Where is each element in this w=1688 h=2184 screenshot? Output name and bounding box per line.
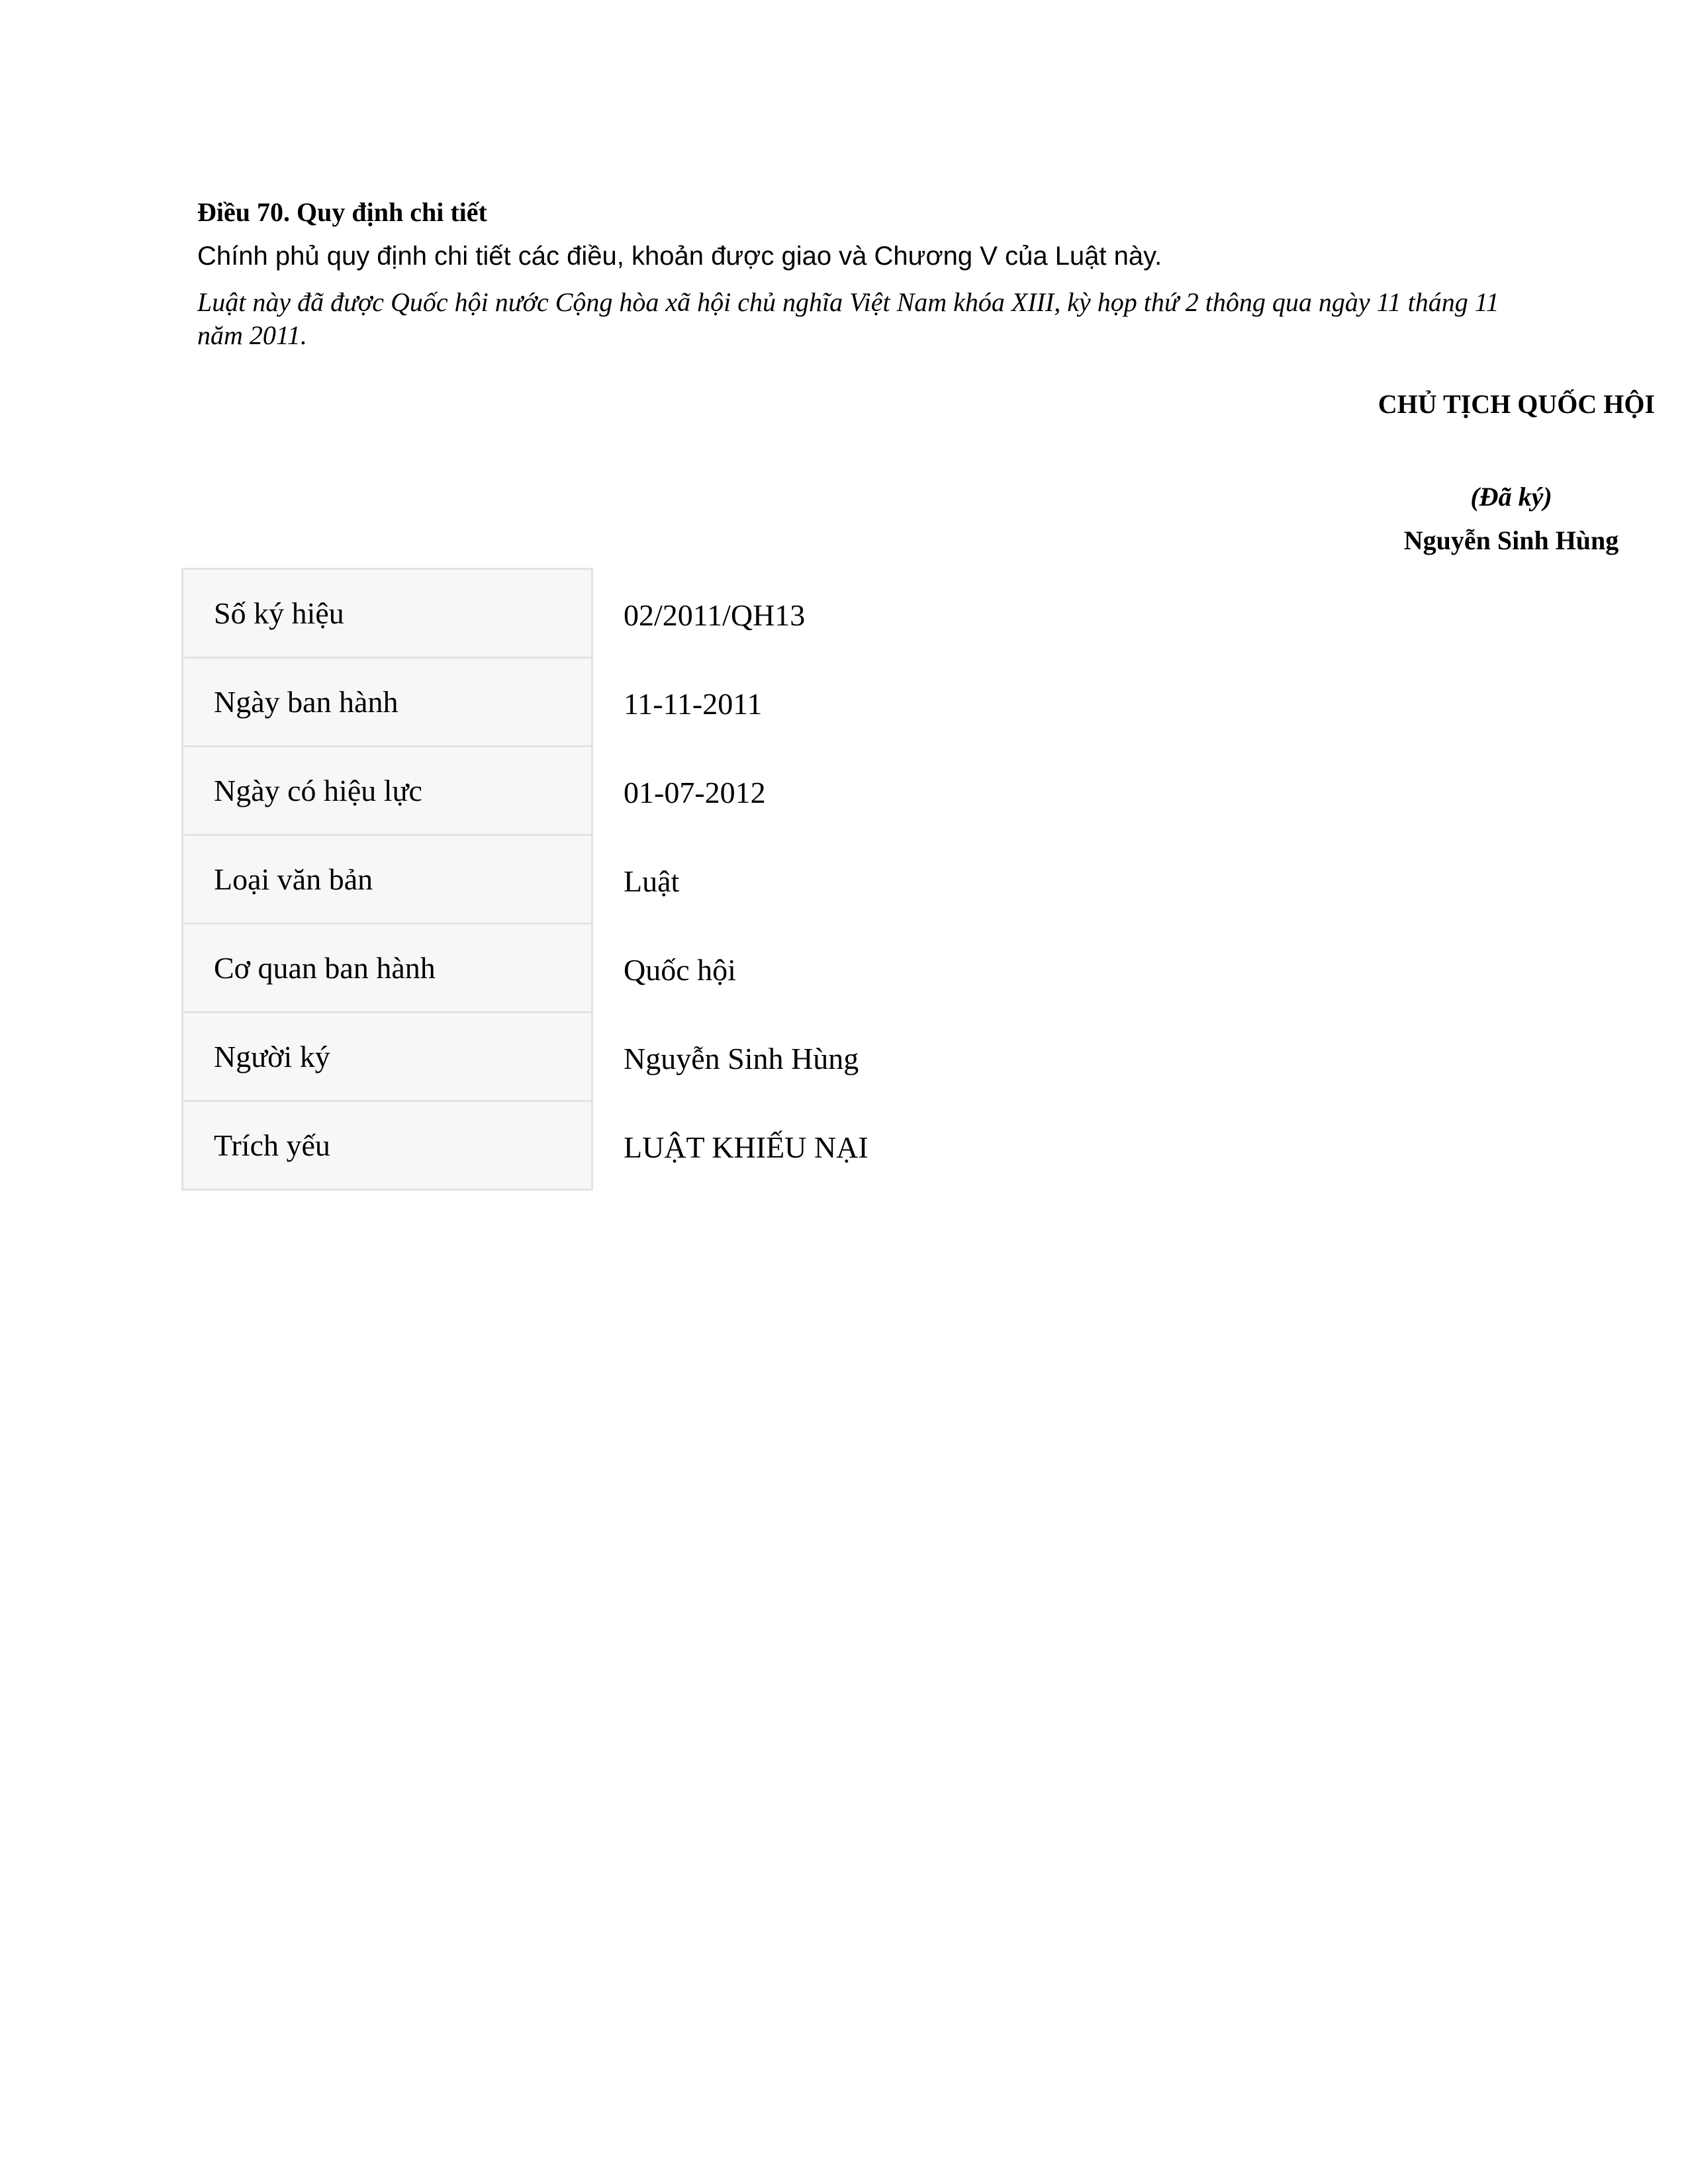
article-heading: Điều 70. Quy định chi tiết xyxy=(197,197,487,227)
row-value: Quốc hội xyxy=(624,953,736,987)
signed-note: (Đã ký) xyxy=(1470,482,1552,512)
row-label: Loại văn bản xyxy=(183,835,592,924)
table-row xyxy=(183,569,1419,658)
row-label: Trích yếu xyxy=(183,1101,592,1190)
row-label: Ngày ban hành xyxy=(183,658,592,747)
row-value: 02/2011/QH13 xyxy=(624,598,806,632)
signer-name: Nguyễn Sinh Hùng xyxy=(1403,525,1619,555)
row-value: LUẬT KHIẾU NẠI xyxy=(624,1130,868,1164)
row-value: 01-07-2012 xyxy=(624,776,766,809)
table-row xyxy=(183,835,1419,924)
row-value: 11-11-2011 xyxy=(624,687,763,721)
table-row xyxy=(183,658,1419,747)
row-label: Cơ quan ban hành xyxy=(183,924,592,1013)
table-row xyxy=(183,1101,1419,1190)
signer-title: CHỦ TỊCH QUỐC HỘI xyxy=(1378,389,1655,419)
metadata-table xyxy=(181,568,1420,1191)
row-value: Nguyễn Sinh Hùng xyxy=(624,1042,859,1075)
table-row xyxy=(183,747,1419,835)
row-label: Ngày có hiệu lực xyxy=(183,747,592,835)
row-label: Người ký xyxy=(183,1013,592,1101)
row-label: Số ký hiệu xyxy=(183,569,592,658)
table-row xyxy=(183,1013,1419,1101)
article-body: Chính phủ quy định chi tiết các điều, khoản được giao và Chương V của Luật này. xyxy=(197,242,1162,271)
table-row xyxy=(183,924,1419,1013)
row-value: Luật xyxy=(624,864,680,898)
closing-note: Luật này đã được Quốc hội nước Cộng hòa xã hội chủ nghĩa Việt Nam khóa XIII, kỳ họp thứ 2 thông qua ngày 11 tháng 11 năm 2011. xyxy=(197,287,1499,350)
